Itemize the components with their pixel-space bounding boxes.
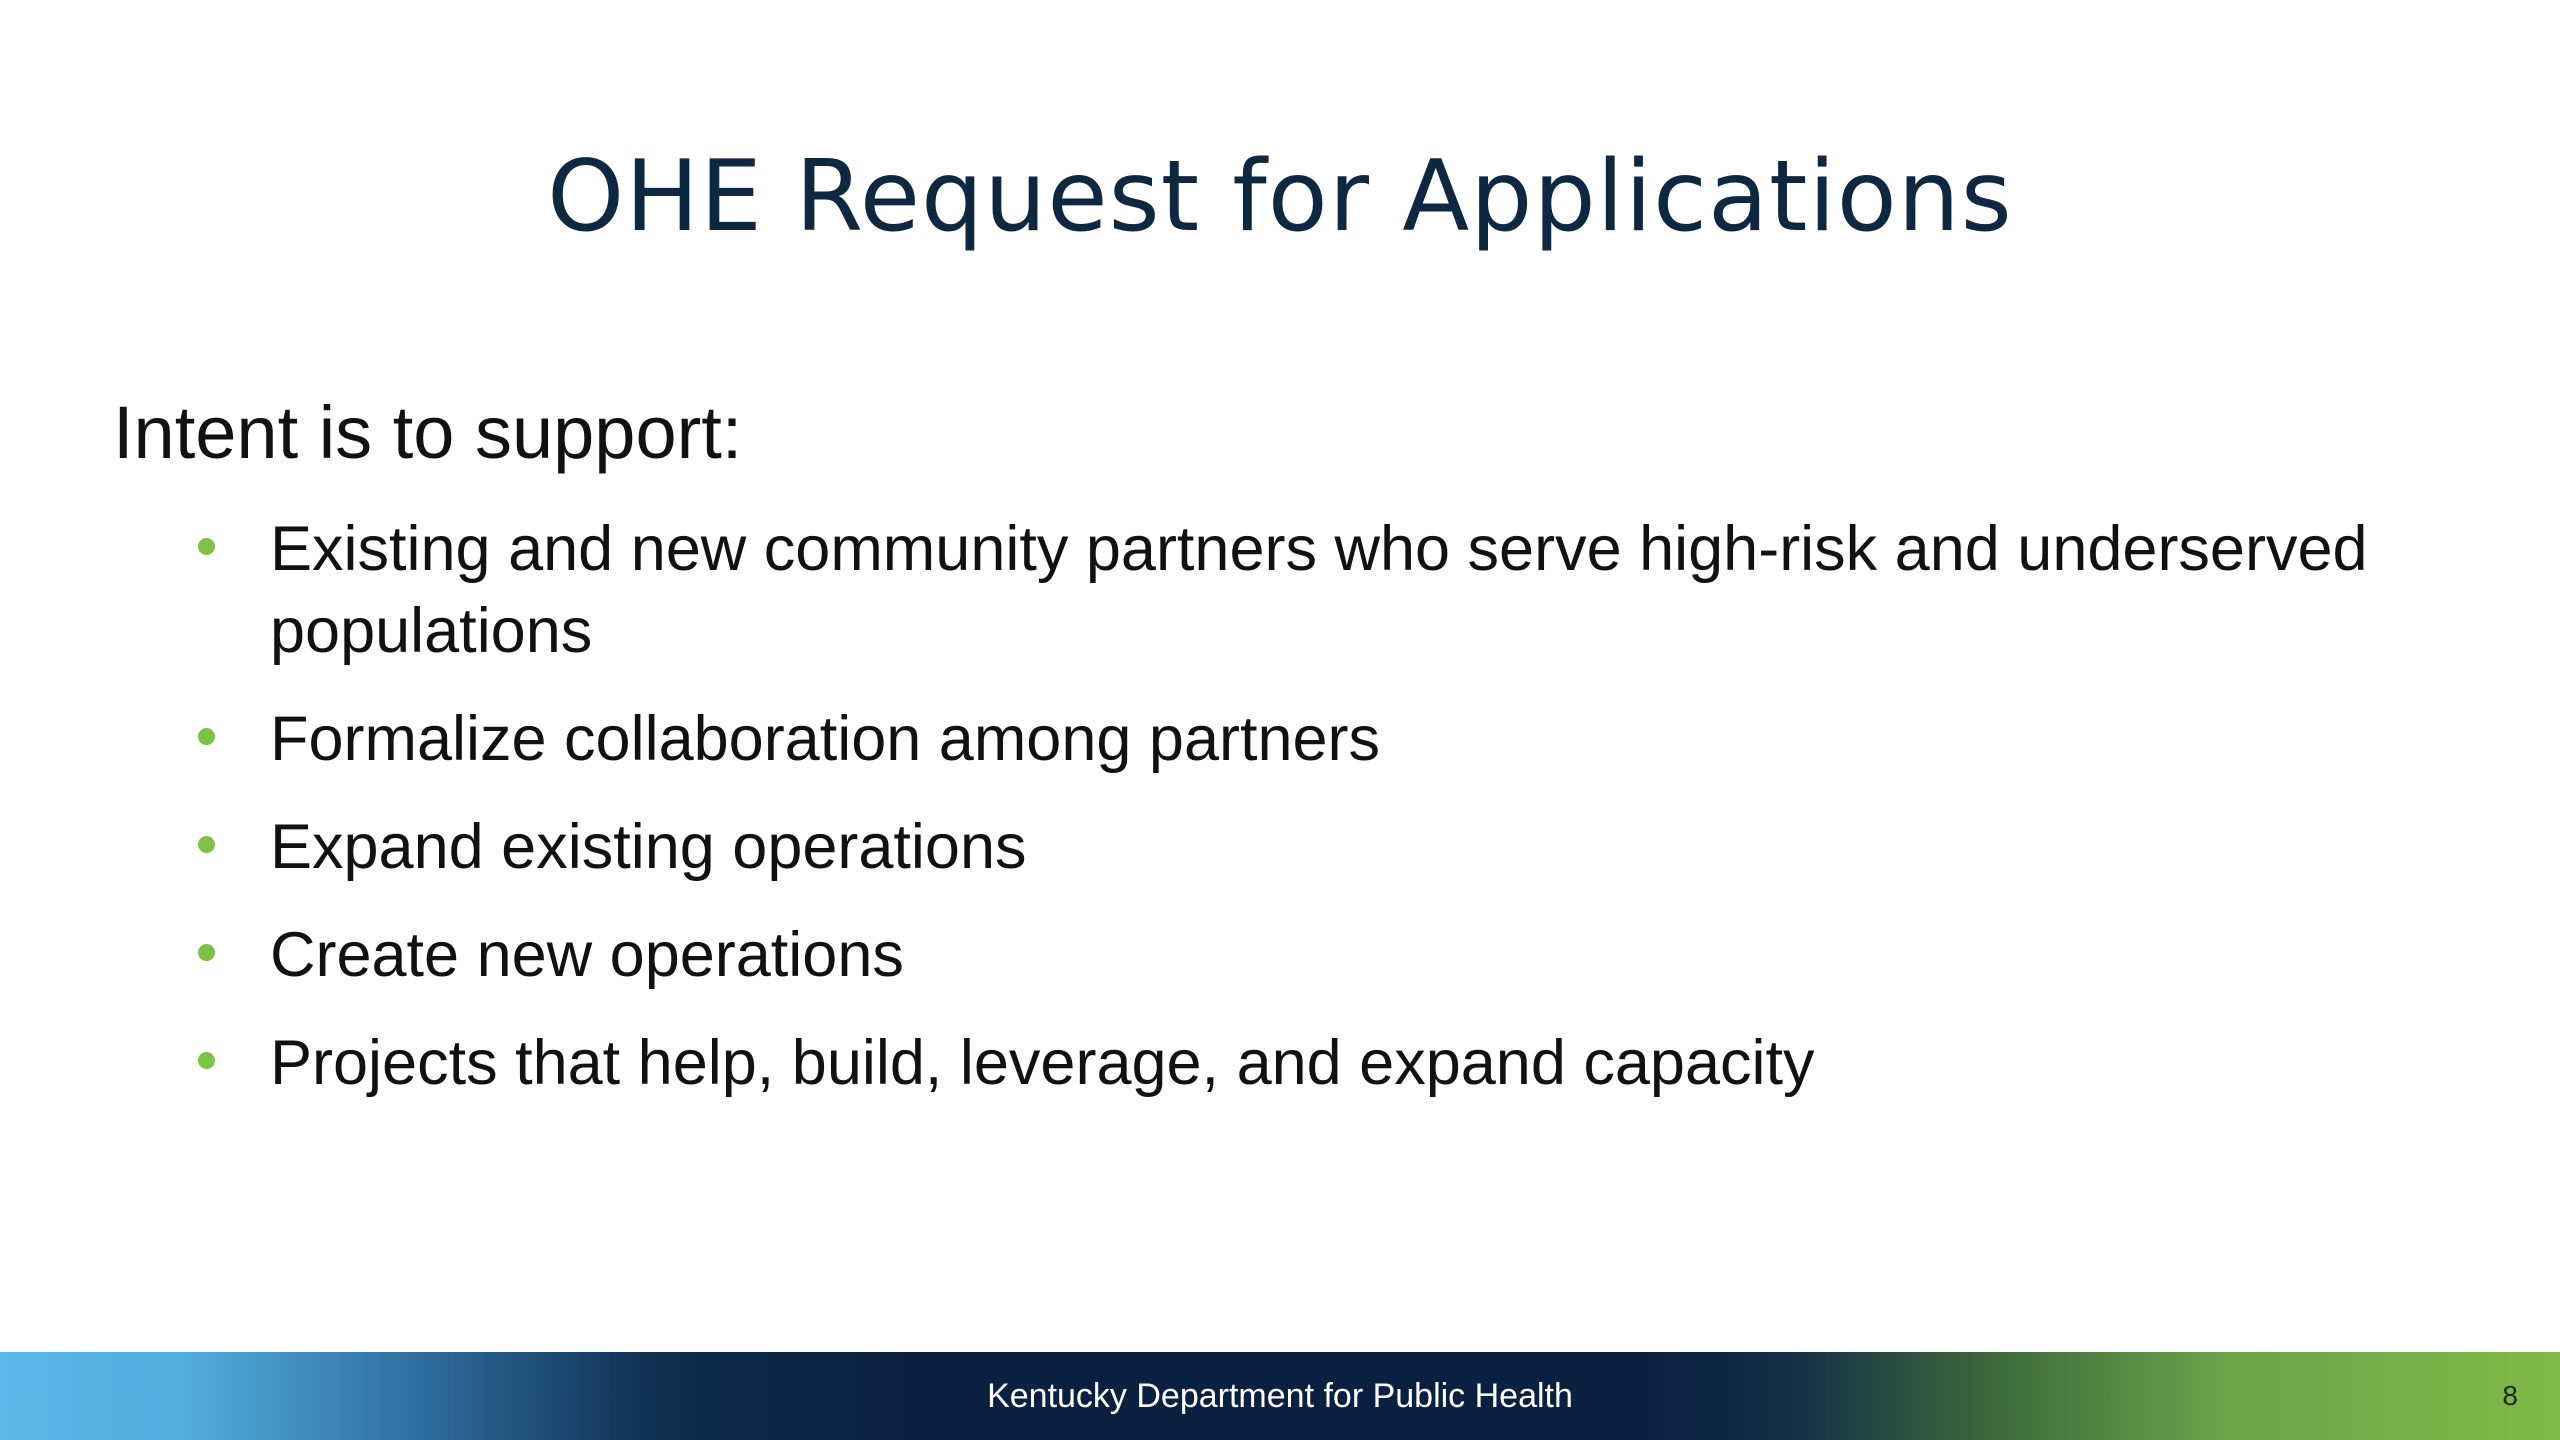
- footer-organization: Kentucky Department for Public Health: [987, 1377, 1573, 1415]
- list-item: [190, 508, 2440, 672]
- bullet-text: Expand existing operations: [270, 812, 1027, 882]
- bullet-dot-icon: [198, 944, 215, 961]
- bullet-dot-icon: [198, 836, 215, 853]
- intro-text: Intent is to support:: [113, 391, 743, 474]
- bullet-text: Existing and new community partners who serve high-risk and underserved populations: [270, 514, 2368, 666]
- bullet-text: Create new operations: [270, 920, 904, 990]
- bullet-dot-icon: [198, 728, 215, 745]
- bullet-text: Formalize collaboration among partners: [270, 704, 1381, 774]
- bullet-text: Projects that help, build, leverage, and expand capacity: [270, 1028, 1815, 1098]
- list-item: [190, 1022, 2440, 1104]
- slide-title: OHE Request for Applications: [547, 140, 2013, 254]
- bullet-dot-icon: [198, 538, 215, 555]
- list-item: [190, 914, 2440, 996]
- footer-bar: [0, 1352, 2560, 1440]
- bullet-list: [190, 508, 2440, 1130]
- list-item: [190, 806, 2440, 888]
- list-item: [190, 698, 2440, 780]
- bullet-dot-icon: [198, 1052, 215, 1069]
- page-number: 8: [2502, 1380, 2518, 1411]
